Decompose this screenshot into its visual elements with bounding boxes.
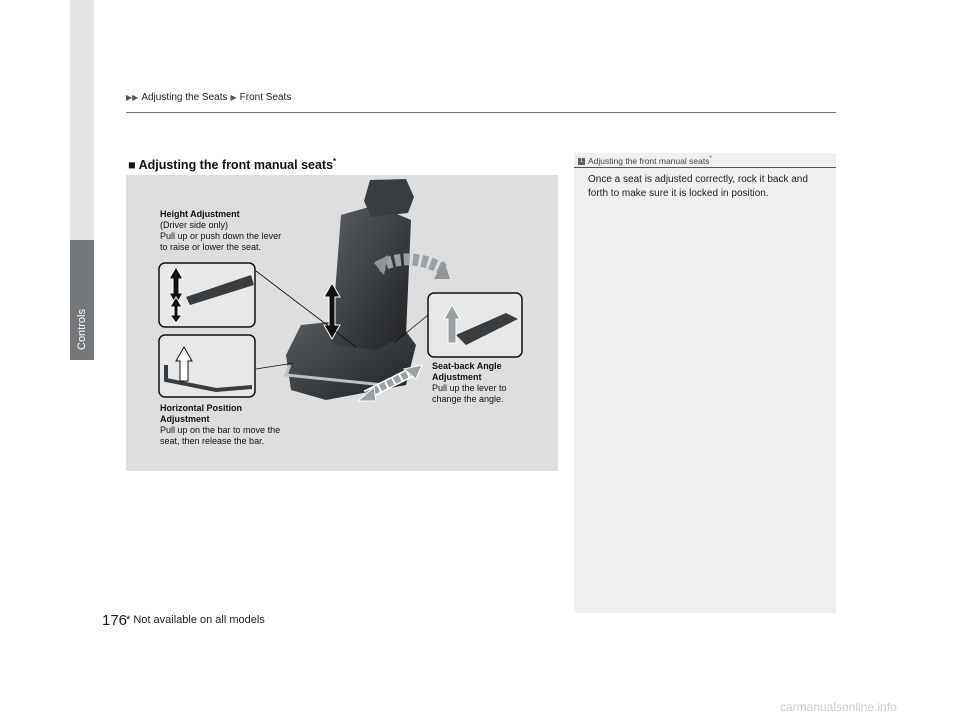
footnote: * Not available on all models — [126, 614, 265, 626]
inset-horizontal-bar — [159, 335, 255, 397]
label-height-line: (Driver side only) — [160, 220, 229, 230]
label-height-line: to raise or lower the seat. — [160, 242, 262, 252]
label-horizontal-title: Adjustment — [160, 414, 210, 424]
label-height-title: Height Adjustment — [160, 209, 240, 219]
label-seatback-line: change the angle. — [432, 394, 504, 404]
notes-body: Once a seat is adjusted correctly, rock it back and forth to make sure it is locked in position. — [588, 174, 808, 199]
header-rule — [126, 112, 836, 113]
seat-shape — [286, 179, 418, 400]
asterisk-mark: * — [333, 157, 337, 166]
section-title — [128, 157, 336, 172]
notes-panel — [574, 153, 836, 613]
label-height-adjustment — [160, 209, 281, 253]
reference-marker-icon: 1 — [579, 158, 584, 165]
label-height-line: Pull up or push down the lever — [160, 231, 282, 241]
label-seatback-adjustment — [432, 361, 507, 405]
notes-heading — [578, 156, 712, 166]
breadcrumb-item-front-seats[interactable]: Front Seats — [239, 92, 292, 103]
label-seatback-title: Seat-back Angle — [432, 361, 502, 371]
asterisk-mark: * — [709, 156, 712, 163]
sidebar-section-label: Controls — [76, 309, 88, 351]
breadcrumb — [126, 92, 291, 103]
inset-seatback-lever — [428, 293, 522, 357]
notes-heading-text: Adjusting the front manual seats — [588, 156, 710, 166]
watermark: carmanualsonline.info — [780, 700, 897, 714]
label-seatback-line: Pull up the lever to — [432, 383, 507, 393]
label-horizontal-adjustment — [160, 403, 280, 447]
section-marker: ■ — [128, 158, 136, 173]
inset-height-lever — [159, 263, 255, 327]
label-horizontal-line: Pull up on the bar to move the — [160, 425, 281, 435]
notes-divider — [574, 167, 836, 168]
label-seatback-title: Adjustment — [432, 372, 482, 382]
label-horizontal-title: Horizontal Position — [160, 403, 242, 413]
seat-illustration-panel — [126, 175, 558, 471]
breadcrumb-item-seats[interactable]: Adjusting the Seats — [141, 92, 228, 103]
breadcrumb-arrow-icon: ▶ — [230, 93, 237, 102]
section-title-text: Adjusting the front manual seats — [138, 158, 334, 173]
page-number: 176 — [102, 612, 128, 629]
sidebar-tab-top — [70, 0, 94, 240]
label-horizontal-line: seat, then release the bar. — [160, 436, 265, 446]
breadcrumb-arrow-icon: ▶▶ — [126, 93, 139, 102]
